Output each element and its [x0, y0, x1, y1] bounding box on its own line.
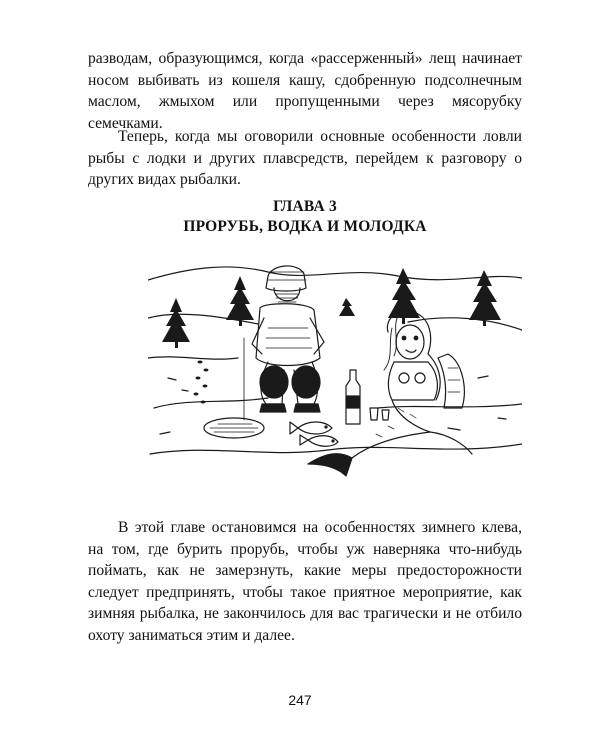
chapter-title: ПРОРУБЬ, ВОДКА И МОЛОДКА [183, 218, 427, 235]
page-number: 247 [288, 692, 312, 708]
bottle-drawing [346, 370, 389, 424]
fisherman-drawing [252, 266, 324, 412]
paragraph-intro: В этой главе остановимся на особенностях зимнего клева, на том, где бурить прорубь, чтобы уж наверняка что-нибудь поймать, как не замерзнуть, какие меры предосторожности следует предпринять, чтобы такое приятное мероприятие, как зимняя рыбалка, не закончилось для вас трагически и не отбило охоту заниматься этим и далее. [88, 519, 522, 644]
mermaid-drawing [308, 310, 472, 476]
ice-fishing-mermaid-illustration [148, 258, 522, 490]
ice-hole-drawing [204, 338, 264, 438]
chapter-number: ГЛАВА 3 [273, 198, 337, 215]
footprints-drawing [194, 361, 209, 404]
paragraph-top: разводам, образующимся, когда «рассерженный» лещ начинает носом выбивать из кошеля кашу, сдобренную подсолнечным маслом, жмыхом или пропущенными через мясорубку семечками. [88, 50, 522, 132]
paragraph-transition: Теперь, когда мы оговорили основные особенности ловли рыбы с лодки и других плавсредств, перейдем к разговору о других видах рыбалки. [88, 128, 522, 188]
fish-drawing [290, 422, 338, 446]
hills-drawing [148, 267, 522, 330]
